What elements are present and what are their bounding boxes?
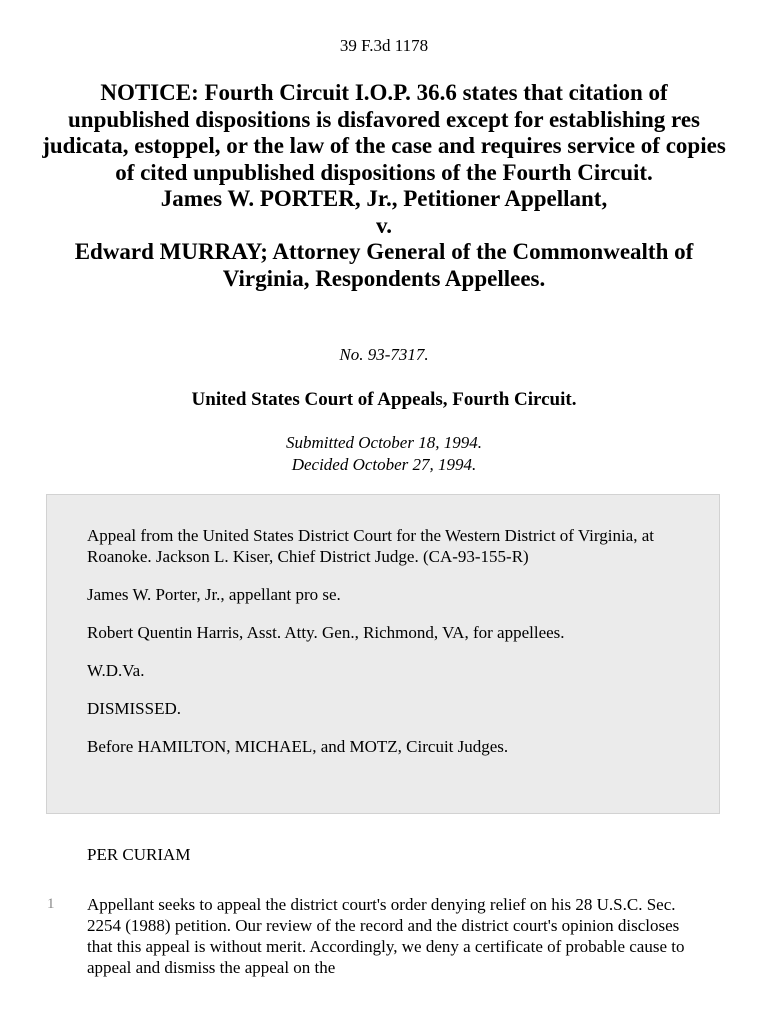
petitioner-name: James W. PORTER, Jr., Petitioner Appellant, (160, 186, 608, 211)
case-citation: 39 F.3d 1178 (339, 36, 429, 55)
respondents-name: Edward MURRAY; Attorney General of the Commonwealth of Virginia, Respondents Appellees. (74, 239, 694, 291)
decided-date: Decided October 27, 1994. (291, 455, 477, 474)
court-name: United States Court of Appeals, Fourth Circuit. (191, 389, 577, 410)
case-info-box (46, 494, 720, 814)
per-curiam-heading: PER CURIAM (87, 845, 191, 864)
case-caption (40, 80, 728, 292)
submitted-date: Submitted October 18, 1994. (286, 433, 482, 452)
versus-label: v. (376, 212, 392, 238)
appellant-counsel: James W. Porter, Jr., appellant pro se. (87, 585, 341, 604)
notice-text: NOTICE: Fourth Circuit I.O.P. 36.6 states that citation of unpublished dispositions is disfavored except for establishing res judicata, estoppel, or the law of the case and requires service of copies of cited unpublished dispositions of the Fourth Circuit. (42, 80, 726, 185)
paragraph-text: Appellant seeks to appeal the district court's order denying relief on his 28 U.S.C. Sec. 2254 (1988) petition. Our review of the record and the district court's opinion discloses that this appeal is without merit. Accordingly, we deny a certificate of probable cause to appeal and dismiss the appeal on the (87, 895, 685, 977)
district-label: W.D.Va. (87, 661, 145, 680)
panel-judges: Before HAMILTON, MICHAEL, and MOTZ, Circuit Judges. (87, 737, 509, 756)
appellee-counsel: Robert Quentin Harris, Asst. Atty. Gen., Richmond, VA, for appellees. (87, 623, 565, 642)
disposition-label: DISMISSED. (87, 699, 181, 718)
appeal-from-text: Appeal from the United States District Court for the Western District of Virginia, at Roanoke. Jackson L. Kiser, Chief District Judge. (CA-93-155-R) (87, 526, 654, 566)
paragraph-number: 1 (47, 896, 55, 912)
decision-dates (0, 432, 768, 476)
docket-number: No. 93-7317. (339, 345, 429, 364)
